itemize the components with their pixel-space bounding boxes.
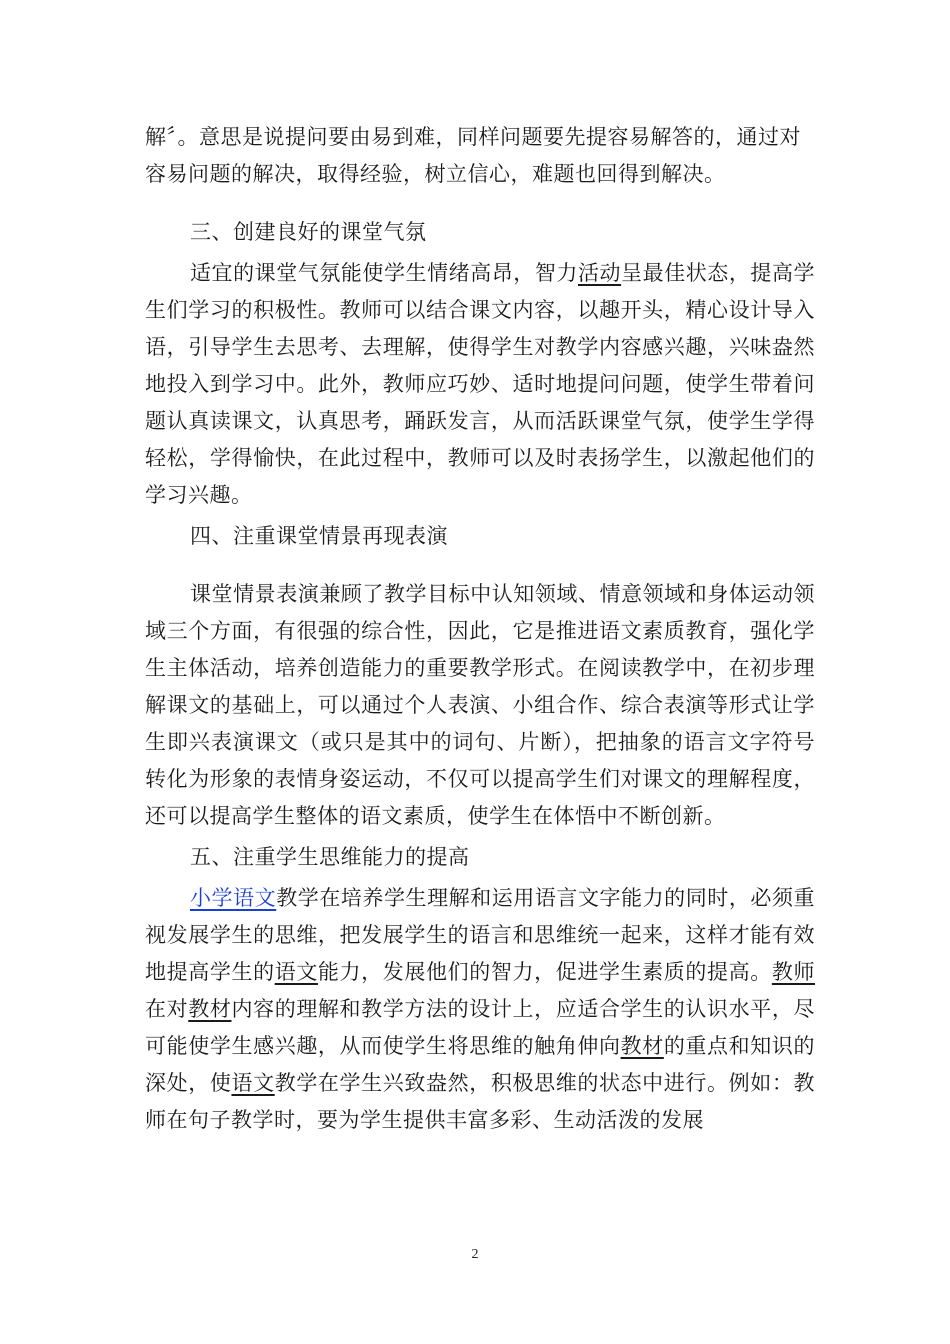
paragraph-continuation bbox=[145, 119, 815, 193]
text-run: 能力，发展他们的智力，促进学生素质的提高。 bbox=[317, 960, 772, 984]
section-heading-5: 五、注重学生思维能力的提高 bbox=[190, 845, 470, 869]
underlined-term: 语文 bbox=[274, 960, 318, 984]
paragraph-continuation-line-1: 解〞。意思是说提问要由易到难，同样问题要先提容易解答的，通过对 bbox=[145, 125, 801, 149]
paragraph-situational-performance: 课堂情景表演兼顾了教学目标中认知领域、情意领域和身体运动领域三个方面，有很强的综合性，因此，它是推进语文素质教育，强化学生主体活动，培养创造能力的重要教学形式。在阅读教学中，在初步理解课文的基础上，可以通过个人表演、小组合作、综合表演等形式让学生即兴表演课文（或只是其中的词句、片断），把抽象的语言文字符号转化为形象的表情身姿运动，不仅可以提高学生们对课文的理解程度，还可以提高学生整体的语文素质，使学生在体悟中不断创新。 bbox=[145, 582, 815, 828]
text-run: 教学在培养学生理解和运用语言文字能力的同时，必须重视发展学生的思维，把发展学生的语言和思维统一起来，这样才能有效地提高学生的 bbox=[145, 886, 816, 984]
paragraph-thinking-ability bbox=[145, 880, 815, 1139]
link-primary-chinese[interactable]: 小学语文 bbox=[190, 886, 277, 910]
text-run: 内容的理解和教学方法的设计上，应适合学生的认识水平，尽可能使学生感兴趣，从而使学生将思维的触角伸向 bbox=[145, 997, 815, 1058]
section-heading-3: 三、创建良好的课堂气氛 bbox=[190, 220, 427, 244]
page-number: 2 bbox=[471, 1247, 479, 1262]
underlined-term: 教师 bbox=[771, 960, 816, 984]
text-run: 适宜的课堂气氛能使学生情绪高昂，智力 bbox=[190, 261, 578, 285]
text-run: 呈最佳状态，提高学生们学习的积极性。教师可以结合课文内容，以趣开头，精心设计导入语，引导学生去思考、去理解，使得学生对教学内容感兴趣，兴味盎然地投入到学习中。此外，教师应巧妙、适时地提问问题，使学生带着问题认真读课文，认真思考，踊跃发言，从而活跃课堂气氛，使学生学得轻松，学得愉快，在此过程中，教师可以及时表扬学生，以激起他们的学习兴趣。 bbox=[145, 261, 816, 507]
underlined-term: 语文 bbox=[231, 1071, 275, 1095]
paragraph-classroom-atmosphere bbox=[145, 255, 815, 514]
text-run: 在对 bbox=[145, 997, 189, 1021]
underlined-term: 活动 bbox=[577, 261, 622, 285]
body-text bbox=[145, 119, 815, 1139]
section-heading-4: 四、注重课堂情景再现表演 bbox=[190, 524, 448, 548]
underlined-term: 教材 bbox=[188, 997, 232, 1021]
text-run: 教学在学生兴致盎然，积极思维的状态中进行。例如：教师在句子教学时，要为学生提供丰富多彩、生动活泼的发展 bbox=[145, 1071, 816, 1132]
paragraph-continuation-line-2: 容易问题的解决，取得经验，树立信心，难题也回得到解决。 bbox=[145, 162, 726, 186]
text-run: 的重点和知识的深处，使 bbox=[145, 1034, 816, 1095]
underlined-term: 教材 bbox=[620, 1034, 664, 1058]
